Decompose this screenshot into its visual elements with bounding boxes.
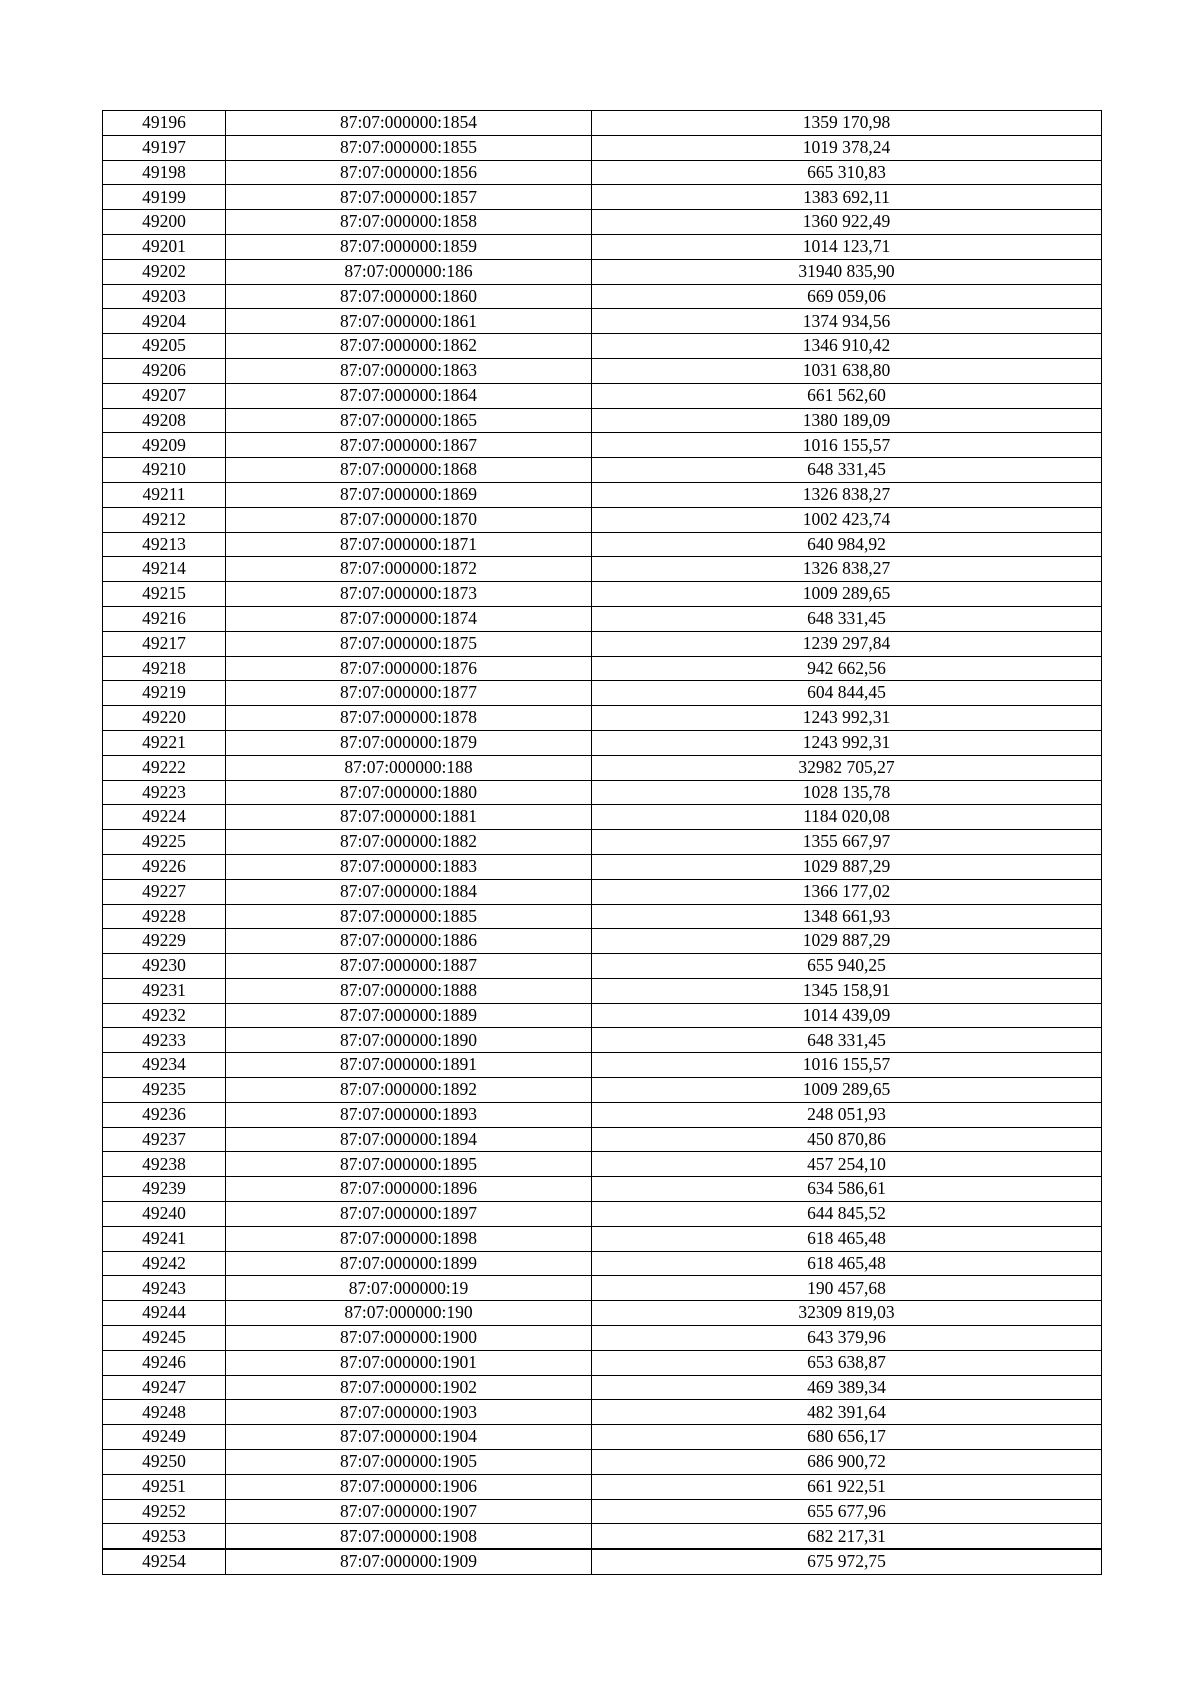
table-row [103, 929, 1102, 954]
value-cell: 675 972,75 [592, 1549, 1102, 1574]
value-cell: 1028 135,78 [592, 780, 1102, 805]
table-row [103, 954, 1102, 979]
table-row [103, 854, 1102, 879]
table-row [103, 1078, 1102, 1103]
value-cell: 1029 887,29 [592, 929, 1102, 954]
table-row [103, 334, 1102, 359]
cadastral-number-cell: 87:07:000000:1906 [226, 1474, 592, 1499]
row-number-cell: 49203 [103, 284, 226, 309]
cadastral-number-cell: 87:07:000000:1863 [226, 358, 592, 383]
row-number-cell: 49244 [103, 1301, 226, 1326]
table-row [103, 1127, 1102, 1152]
cadastral-number-cell: 87:07:000000:1874 [226, 606, 592, 631]
value-cell: 1243 992,31 [592, 730, 1102, 755]
table-row [103, 631, 1102, 656]
row-number-cell: 49211 [103, 482, 226, 507]
value-cell: 1345 158,91 [592, 978, 1102, 1003]
cadastral-number-cell: 87:07:000000:1880 [226, 780, 592, 805]
cadastral-number-cell: 87:07:000000:1875 [226, 631, 592, 656]
cadastral-number-cell: 87:07:000000:1871 [226, 532, 592, 557]
table-row [103, 1549, 1102, 1574]
cadastral-number-cell: 87:07:000000:1864 [226, 383, 592, 408]
cadastral-number-cell: 87:07:000000:1872 [226, 557, 592, 582]
value-cell: 682 217,31 [592, 1524, 1102, 1549]
table-row [103, 1375, 1102, 1400]
cadastral-number-cell: 87:07:000000:1881 [226, 805, 592, 830]
row-number-cell: 49249 [103, 1425, 226, 1450]
value-cell: 661 562,60 [592, 383, 1102, 408]
row-number-cell: 49200 [103, 210, 226, 235]
value-cell: 469 389,34 [592, 1375, 1102, 1400]
table-row [103, 1102, 1102, 1127]
value-cell: 1326 838,27 [592, 557, 1102, 582]
table-row [103, 805, 1102, 830]
row-number-cell: 49234 [103, 1053, 226, 1078]
table-row [103, 482, 1102, 507]
table-row [103, 507, 1102, 532]
row-number-cell: 49208 [103, 408, 226, 433]
table-row [103, 1003, 1102, 1028]
value-cell: 661 922,51 [592, 1474, 1102, 1499]
table-row [103, 1028, 1102, 1053]
cadastral-number-cell: 87:07:000000:1870 [226, 507, 592, 532]
data-table [102, 110, 1102, 1575]
cadastral-number-cell: 87:07:000000:1903 [226, 1400, 592, 1425]
value-cell: 1360 922,49 [592, 210, 1102, 235]
row-number-cell: 49217 [103, 631, 226, 656]
cadastral-number-cell: 87:07:000000:1887 [226, 954, 592, 979]
cadastral-number-cell: 87:07:000000:1865 [226, 408, 592, 433]
value-cell: 665 310,83 [592, 160, 1102, 185]
row-number-cell: 49235 [103, 1078, 226, 1103]
value-cell: 248 051,93 [592, 1102, 1102, 1127]
cadastral-number-cell: 87:07:000000:1899 [226, 1251, 592, 1276]
row-number-cell: 49226 [103, 854, 226, 879]
value-cell: 634 586,61 [592, 1177, 1102, 1202]
table-row [103, 582, 1102, 607]
cadastral-number-cell: 87:07:000000:190 [226, 1301, 592, 1326]
value-cell: 1243 992,31 [592, 706, 1102, 731]
row-number-cell: 49214 [103, 557, 226, 582]
cadastral-number-cell: 87:07:000000:1868 [226, 458, 592, 483]
row-number-cell: 49254 [103, 1549, 226, 1574]
table-row [103, 135, 1102, 160]
cadastral-number-cell: 87:07:000000:1908 [226, 1524, 592, 1549]
table-row [103, 1053, 1102, 1078]
cadastral-number-cell: 87:07:000000:1888 [226, 978, 592, 1003]
table-row [103, 780, 1102, 805]
value-cell: 1002 423,74 [592, 507, 1102, 532]
value-cell: 1009 289,65 [592, 582, 1102, 607]
table-row [103, 1226, 1102, 1251]
row-number-cell: 49241 [103, 1226, 226, 1251]
row-number-cell: 49204 [103, 309, 226, 334]
table-row [103, 532, 1102, 557]
value-cell: 1366 177,02 [592, 879, 1102, 904]
row-number-cell: 49230 [103, 954, 226, 979]
row-number-cell: 49209 [103, 433, 226, 458]
cadastral-number-cell: 87:07:000000:1894 [226, 1127, 592, 1152]
table-row [103, 1202, 1102, 1227]
value-cell: 1014 123,71 [592, 234, 1102, 259]
table-row [103, 1326, 1102, 1351]
cadastral-number-cell: 87:07:000000:1895 [226, 1152, 592, 1177]
cadastral-number-cell: 87:07:000000:1883 [226, 854, 592, 879]
value-cell: 1016 155,57 [592, 1053, 1102, 1078]
table-row [103, 383, 1102, 408]
value-cell: 643 379,96 [592, 1326, 1102, 1351]
table-row [103, 1177, 1102, 1202]
row-number-cell: 49246 [103, 1350, 226, 1375]
cadastral-number-cell: 87:07:000000:1876 [226, 656, 592, 681]
table-row [103, 1251, 1102, 1276]
cadastral-number-cell: 87:07:000000:1860 [226, 284, 592, 309]
row-number-cell: 49251 [103, 1474, 226, 1499]
value-cell: 1374 934,56 [592, 309, 1102, 334]
table-row [103, 234, 1102, 259]
cadastral-number-cell: 87:07:000000:1882 [226, 830, 592, 855]
row-number-cell: 49229 [103, 929, 226, 954]
value-cell: 32982 705,27 [592, 755, 1102, 780]
table-row [103, 111, 1102, 136]
row-number-cell: 49250 [103, 1450, 226, 1475]
row-number-cell: 49219 [103, 681, 226, 706]
value-cell: 1326 838,27 [592, 482, 1102, 507]
cadastral-number-cell: 87:07:000000:1904 [226, 1425, 592, 1450]
row-number-cell: 49239 [103, 1177, 226, 1202]
table-row [103, 978, 1102, 1003]
row-number-cell: 49222 [103, 755, 226, 780]
value-cell: 1239 297,84 [592, 631, 1102, 656]
table-row [103, 904, 1102, 929]
row-number-cell: 49221 [103, 730, 226, 755]
table-row [103, 1350, 1102, 1375]
value-cell: 655 677,96 [592, 1499, 1102, 1524]
cadastral-number-cell: 87:07:000000:1873 [226, 582, 592, 607]
value-cell: 1009 289,65 [592, 1078, 1102, 1103]
row-number-cell: 49210 [103, 458, 226, 483]
value-cell: 648 331,45 [592, 458, 1102, 483]
table-row [103, 1152, 1102, 1177]
row-number-cell: 49199 [103, 185, 226, 210]
table-row [103, 606, 1102, 631]
table-row [103, 830, 1102, 855]
row-number-cell: 49240 [103, 1202, 226, 1227]
cadastral-number-cell: 87:07:000000:1897 [226, 1202, 592, 1227]
value-cell: 618 465,48 [592, 1226, 1102, 1251]
value-cell: 648 331,45 [592, 1028, 1102, 1053]
value-cell: 450 870,86 [592, 1127, 1102, 1152]
row-number-cell: 49224 [103, 805, 226, 830]
table-row [103, 1499, 1102, 1524]
table-row [103, 284, 1102, 309]
value-cell: 644 845,52 [592, 1202, 1102, 1227]
cadastral-number-cell: 87:07:000000:1861 [226, 309, 592, 334]
cadastral-number-cell: 87:07:000000:1900 [226, 1326, 592, 1351]
cadastral-number-cell: 87:07:000000:1859 [226, 234, 592, 259]
value-cell: 1019 378,24 [592, 135, 1102, 160]
cadastral-number-cell: 87:07:000000:1890 [226, 1028, 592, 1053]
table-row [103, 210, 1102, 235]
value-cell: 655 940,25 [592, 954, 1102, 979]
row-number-cell: 49205 [103, 334, 226, 359]
row-number-cell: 49220 [103, 706, 226, 731]
value-cell: 190 457,68 [592, 1276, 1102, 1301]
cadastral-number-cell: 87:07:000000:1884 [226, 879, 592, 904]
value-cell: 1029 887,29 [592, 854, 1102, 879]
row-number-cell: 49238 [103, 1152, 226, 1177]
table-row [103, 1474, 1102, 1499]
cadastral-number-cell: 87:07:000000:1877 [226, 681, 592, 706]
value-cell: 457 254,10 [592, 1152, 1102, 1177]
cadastral-number-cell: 87:07:000000:19 [226, 1276, 592, 1301]
row-number-cell: 49243 [103, 1276, 226, 1301]
row-number-cell: 49253 [103, 1524, 226, 1549]
row-number-cell: 49218 [103, 656, 226, 681]
table-row [103, 1524, 1102, 1549]
table-row [103, 408, 1102, 433]
cadastral-number-cell: 87:07:000000:186 [226, 259, 592, 284]
row-number-cell: 49201 [103, 234, 226, 259]
cadastral-number-cell: 87:07:000000:1893 [226, 1102, 592, 1127]
cadastral-number-cell: 87:07:000000:1857 [226, 185, 592, 210]
row-number-cell: 49236 [103, 1102, 226, 1127]
row-number-cell: 49237 [103, 1127, 226, 1152]
cadastral-number-cell: 87:07:000000:1892 [226, 1078, 592, 1103]
table-row [103, 681, 1102, 706]
row-number-cell: 49252 [103, 1499, 226, 1524]
row-number-cell: 49232 [103, 1003, 226, 1028]
value-cell: 942 662,56 [592, 656, 1102, 681]
row-number-cell: 49207 [103, 383, 226, 408]
cadastral-number-cell: 87:07:000000:1891 [226, 1053, 592, 1078]
cadastral-number-cell: 87:07:000000:1907 [226, 1499, 592, 1524]
value-cell: 1380 189,09 [592, 408, 1102, 433]
value-cell: 31940 835,90 [592, 259, 1102, 284]
value-cell: 669 059,06 [592, 284, 1102, 309]
row-number-cell: 49196 [103, 111, 226, 136]
row-number-cell: 49197 [103, 135, 226, 160]
cadastral-number-cell: 87:07:000000:1898 [226, 1226, 592, 1251]
value-cell: 1014 439,09 [592, 1003, 1102, 1028]
value-cell: 618 465,48 [592, 1251, 1102, 1276]
value-cell: 1016 155,57 [592, 433, 1102, 458]
value-cell: 1346 910,42 [592, 334, 1102, 359]
cadastral-number-cell: 87:07:000000:1869 [226, 482, 592, 507]
value-cell: 680 656,17 [592, 1425, 1102, 1450]
table-row [103, 1301, 1102, 1326]
table-row [103, 160, 1102, 185]
cadastral-number-cell: 87:07:000000:1867 [226, 433, 592, 458]
row-number-cell: 49228 [103, 904, 226, 929]
cadastral-number-cell: 87:07:000000:1905 [226, 1450, 592, 1475]
row-number-cell: 49242 [103, 1251, 226, 1276]
row-number-cell: 49245 [103, 1326, 226, 1351]
cadastral-number-cell: 87:07:000000:1901 [226, 1350, 592, 1375]
table-row [103, 1450, 1102, 1475]
row-number-cell: 49216 [103, 606, 226, 631]
table-row [103, 730, 1102, 755]
value-cell: 653 638,87 [592, 1350, 1102, 1375]
cadastral-number-cell: 87:07:000000:1855 [226, 135, 592, 160]
row-number-cell: 49202 [103, 259, 226, 284]
table-row [103, 557, 1102, 582]
row-number-cell: 49247 [103, 1375, 226, 1400]
cadastral-number-cell: 87:07:000000:1878 [226, 706, 592, 731]
table-row [103, 433, 1102, 458]
row-number-cell: 49233 [103, 1028, 226, 1053]
data-table-body [103, 111, 1102, 1575]
table-row [103, 358, 1102, 383]
row-number-cell: 49198 [103, 160, 226, 185]
cadastral-number-cell: 87:07:000000:1862 [226, 334, 592, 359]
value-cell: 1348 661,93 [592, 904, 1102, 929]
cadastral-number-cell: 87:07:000000:1909 [226, 1549, 592, 1574]
value-cell: 482 391,64 [592, 1400, 1102, 1425]
row-number-cell: 49227 [103, 879, 226, 904]
table-row [103, 1276, 1102, 1301]
cadastral-number-cell: 87:07:000000:1856 [226, 160, 592, 185]
cadastral-number-cell: 87:07:000000:1854 [226, 111, 592, 136]
table-row [103, 185, 1102, 210]
value-cell: 604 844,45 [592, 681, 1102, 706]
value-cell: 686 900,72 [592, 1450, 1102, 1475]
cadastral-number-cell: 87:07:000000:1886 [226, 929, 592, 954]
row-number-cell: 49213 [103, 532, 226, 557]
row-number-cell: 49231 [103, 978, 226, 1003]
cadastral-number-cell: 87:07:000000:1858 [226, 210, 592, 235]
value-cell: 640 984,92 [592, 532, 1102, 557]
row-number-cell: 49225 [103, 830, 226, 855]
value-cell: 32309 819,03 [592, 1301, 1102, 1326]
cadastral-number-cell: 87:07:000000:1885 [226, 904, 592, 929]
row-number-cell: 49215 [103, 582, 226, 607]
table-row [103, 259, 1102, 284]
table-row [103, 309, 1102, 334]
row-number-cell: 49212 [103, 507, 226, 532]
value-cell: 1355 667,97 [592, 830, 1102, 855]
cadastral-number-cell: 87:07:000000:1879 [226, 730, 592, 755]
table-row [103, 1425, 1102, 1450]
cadastral-number-cell: 87:07:000000:1889 [226, 1003, 592, 1028]
row-number-cell: 49206 [103, 358, 226, 383]
cadastral-number-cell: 87:07:000000:1896 [226, 1177, 592, 1202]
value-cell: 1184 020,08 [592, 805, 1102, 830]
table-row [103, 656, 1102, 681]
row-number-cell: 49248 [103, 1400, 226, 1425]
value-cell: 648 331,45 [592, 606, 1102, 631]
table-row [103, 458, 1102, 483]
table-row [103, 755, 1102, 780]
table-row [103, 706, 1102, 731]
value-cell: 1383 692,11 [592, 185, 1102, 210]
cadastral-number-cell: 87:07:000000:1902 [226, 1375, 592, 1400]
row-number-cell: 49223 [103, 780, 226, 805]
cadastral-number-cell: 87:07:000000:188 [226, 755, 592, 780]
table-row [103, 879, 1102, 904]
table-row [103, 1400, 1102, 1425]
value-cell: 1359 170,98 [592, 111, 1102, 136]
value-cell: 1031 638,80 [592, 358, 1102, 383]
